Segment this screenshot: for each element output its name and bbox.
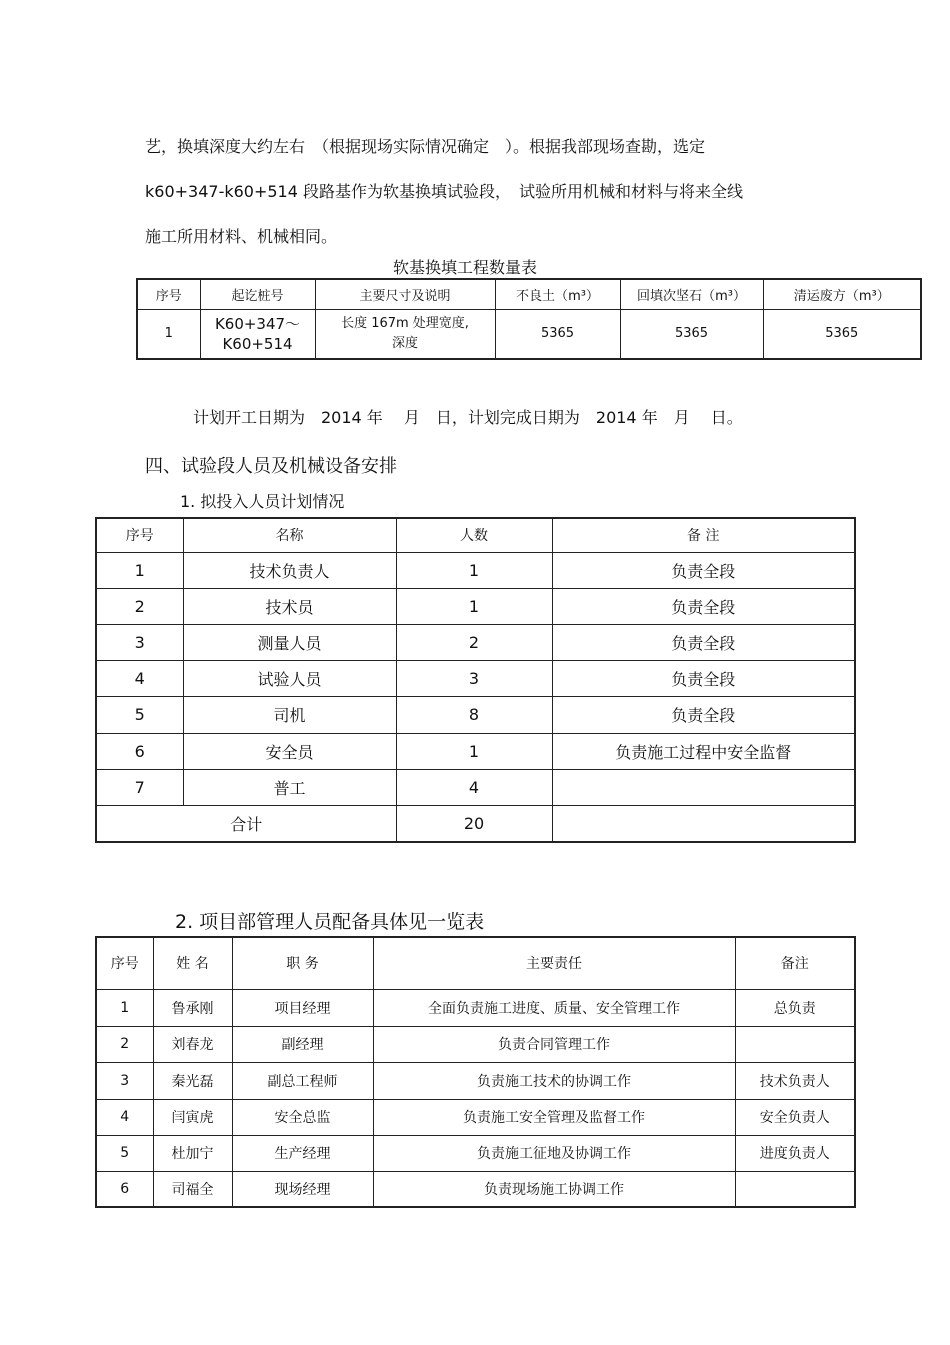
table-row	[96, 1026, 855, 1062]
cell-note: 负责全段	[552, 660, 855, 696]
header-station: 起讫桩号	[200, 279, 315, 309]
cell-note	[552, 769, 855, 805]
header-seq: 序号	[96, 518, 183, 552]
cell-note: 技术负责人	[735, 1062, 855, 1099]
table-row	[96, 696, 855, 733]
total-label: 合计	[96, 805, 396, 842]
table-row	[96, 588, 855, 624]
cell-station	[200, 309, 315, 359]
header-note: 备注	[735, 937, 855, 989]
cell-seq: 1	[137, 309, 200, 359]
cell-count: 8	[396, 696, 552, 733]
cell-note: 负责全段	[552, 696, 855, 733]
table-row	[96, 1062, 855, 1099]
cell-duty: 负责施工征地及协调工作	[373, 1135, 735, 1171]
section-title: 四、试验段人员及机械设备安排	[145, 456, 397, 477]
cell-seq: 1	[96, 552, 183, 588]
cell-seq: 3	[96, 624, 183, 660]
cell-note: 总负责	[735, 989, 855, 1026]
cell-position: 副经理	[232, 1026, 373, 1062]
table-header-row	[96, 937, 855, 989]
header-bad-soil	[495, 279, 620, 309]
table-row	[96, 1099, 855, 1135]
cell-desc	[315, 309, 495, 359]
schedule-text: 计划开工日期为 2014 年 月 日，计划完成日期为 2014 年 月 日。	[193, 408, 743, 427]
cell-name: 测量人员	[183, 624, 396, 660]
cell-seq: 3	[96, 1062, 153, 1099]
cell-count: 1	[396, 733, 552, 769]
total-value: 20	[396, 805, 552, 842]
cell-duty: 负责现场施工协调工作	[373, 1171, 735, 1207]
table-row	[96, 660, 855, 696]
cell-seq: 1	[96, 989, 153, 1026]
cell-count: 1	[396, 588, 552, 624]
table-row	[137, 309, 921, 359]
header-name: 名称	[183, 518, 396, 552]
cell-duty: 负责施工安全管理及监督工作	[373, 1099, 735, 1135]
header-backfill-label: 回填次坚石（	[637, 288, 716, 304]
cell-count: 2	[396, 624, 552, 660]
intro-line-3: 施工所用材料、机械相同。	[145, 227, 338, 246]
management-staff-table	[95, 936, 856, 1208]
cell-position: 生产经理	[232, 1135, 373, 1171]
cell-note: 负责施工过程中安全监督	[552, 733, 855, 769]
table-total-row	[96, 805, 855, 842]
cell-note	[735, 1171, 855, 1207]
station-start: K60+347～	[214, 314, 301, 333]
cell-note: 负责全段	[552, 624, 855, 660]
cell-seq: 6	[96, 1171, 153, 1207]
cell-note: 负责全段	[552, 552, 855, 588]
cell-name: 普工	[183, 769, 396, 805]
cell-seq: 4	[96, 660, 183, 696]
cell-waste: 5365	[763, 309, 921, 359]
table-row	[96, 769, 855, 805]
desc-line-2: 深度	[391, 335, 418, 351]
cell-count: 1	[396, 552, 552, 588]
cell-seq: 2	[96, 588, 183, 624]
cell-name: 技术员	[183, 588, 396, 624]
table1-caption: 软基换填工程数量表	[393, 258, 538, 277]
header-waste	[763, 279, 921, 309]
cell-name: 刘春龙	[153, 1026, 232, 1062]
cell-seq: 7	[96, 769, 183, 805]
cell-name: 安全员	[183, 733, 396, 769]
header-count: 人数	[396, 518, 552, 552]
cell-count: 3	[396, 660, 552, 696]
cell-seq: 2	[96, 1026, 153, 1062]
cell-duty: 负责施工技术的协调工作	[373, 1062, 735, 1099]
cell-name: 秦光磊	[153, 1062, 232, 1099]
header-seq: 序号	[137, 279, 200, 309]
intro-line-1: 艺，换填深度大约左右 （根据现场实际情况确定 ）。根据我部现场查勘，选定	[145, 137, 706, 156]
cell-position: 安全总监	[232, 1099, 373, 1135]
cell-note: 负责全段	[552, 588, 855, 624]
header-position: 职 务	[232, 937, 373, 989]
station-end: K60+514	[222, 334, 293, 353]
header-waste-unit: m³）	[858, 288, 890, 304]
header-seq: 序号	[96, 937, 153, 989]
cell-seq: 5	[96, 1135, 153, 1171]
table-row	[96, 1171, 855, 1207]
subsection-1-title: 1. 拟投入人员计划情况	[180, 492, 345, 511]
cell-name: 试验人员	[183, 660, 396, 696]
table-row	[96, 624, 855, 660]
table-row	[96, 1135, 855, 1171]
header-backfill-unit: m³）	[715, 288, 746, 304]
cell-name: 司机	[183, 696, 396, 733]
cell-name: 闫寅虎	[153, 1099, 232, 1135]
header-bad-soil-label: 不良土（	[516, 288, 569, 304]
cell-position: 现场经理	[232, 1171, 373, 1207]
cell-name: 杜加宁	[153, 1135, 232, 1171]
cell-position: 副总工程师	[232, 1062, 373, 1099]
cell-position: 项目经理	[232, 989, 373, 1026]
cell-duty: 全面负责施工进度、质量、安全管理工作	[373, 989, 735, 1026]
header-note: 备 注	[552, 518, 855, 552]
cell-backfill: 5365	[620, 309, 763, 359]
header-bad-soil-unit: m³）	[568, 288, 599, 304]
cell-count: 4	[396, 769, 552, 805]
cell-seq: 5	[96, 696, 183, 733]
total-note	[552, 805, 855, 842]
table-header-row	[96, 518, 855, 552]
header-backfill	[620, 279, 763, 309]
intro-line-2: k60+347-k60+514 段路基作为软基换填试验段， 试验所用机械和材料与将来全线	[145, 182, 744, 201]
table-header-row	[137, 279, 921, 309]
subsection-2-title: 2. 项目部管理人员配备具体见一览表	[175, 911, 485, 933]
cell-bad-soil: 5365	[495, 309, 620, 359]
cell-note: 安全负责人	[735, 1099, 855, 1135]
cell-note	[735, 1026, 855, 1062]
cell-name: 司福全	[153, 1171, 232, 1207]
desc-line-1: 长度 167m 处理宽度,	[341, 315, 469, 331]
table-row	[96, 989, 855, 1026]
header-name: 姓 名	[153, 937, 232, 989]
cell-name: 技术负责人	[183, 552, 396, 588]
header-desc: 主要尺寸及说明	[315, 279, 495, 309]
table-row	[96, 733, 855, 769]
cell-name: 鲁承刚	[153, 989, 232, 1026]
cell-seq: 6	[96, 733, 183, 769]
cell-duty: 负责合同管理工作	[373, 1026, 735, 1062]
table-row	[96, 552, 855, 588]
cell-seq: 4	[96, 1099, 153, 1135]
personnel-plan-table	[95, 517, 856, 843]
cell-note: 进度负责人	[735, 1135, 855, 1171]
header-waste-label: 清运废方（	[793, 288, 859, 304]
header-duty: 主要责任	[373, 937, 735, 989]
quantity-table	[136, 278, 922, 360]
